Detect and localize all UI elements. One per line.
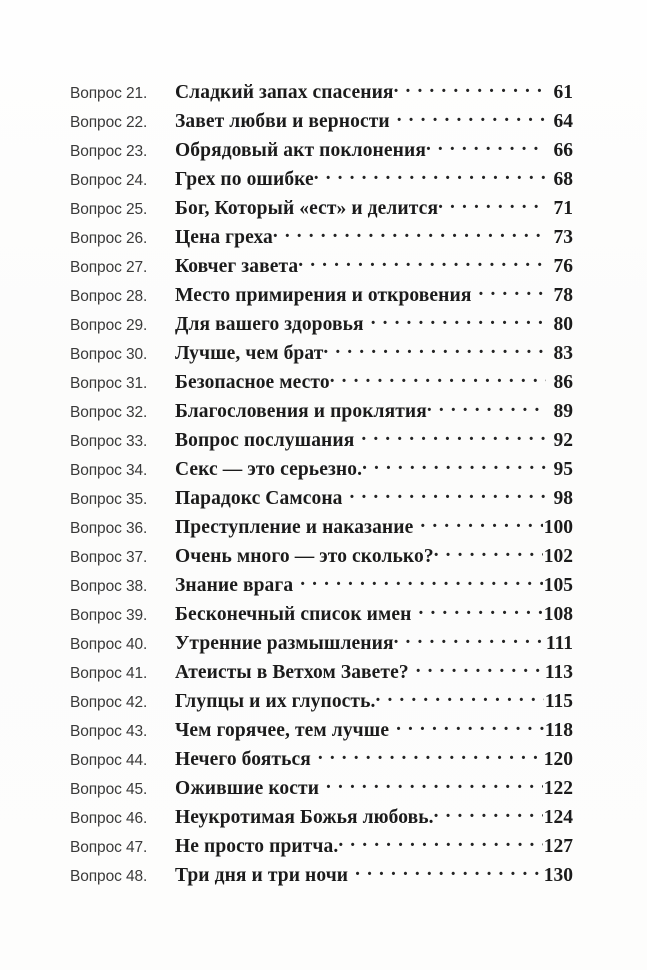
toc-entry-body <box>175 662 573 683</box>
toc-entry-title[interactable]: Благословения и проклятия <box>175 401 427 422</box>
toc-entry-label: Вопрос 43. <box>70 723 148 740</box>
toc-entry[interactable] <box>70 111 573 140</box>
toc-entry-page-number[interactable]: 95 <box>553 459 573 480</box>
toc-entry-title[interactable]: Бог, Который «ест» и делится <box>175 198 439 219</box>
toc-entry-title[interactable]: Вопрос послушания <box>175 430 355 451</box>
toc-entry-page-number[interactable]: 89 <box>553 401 573 422</box>
dot-leader <box>434 807 543 823</box>
toc-entry-page-number[interactable]: 73 <box>553 227 573 248</box>
toc-entry[interactable] <box>70 778 573 807</box>
dot-leader <box>300 575 543 591</box>
dot-leader <box>394 633 545 649</box>
toc-entry-page-number[interactable]: 100 <box>543 517 573 538</box>
toc-entry-label: Вопрос 33. <box>70 433 148 450</box>
dot-leader <box>438 198 546 214</box>
toc-entry-label: Вопрос 38. <box>70 578 148 595</box>
toc-entry-page-number[interactable]: 108 <box>543 604 573 625</box>
toc-entry[interactable] <box>70 865 573 894</box>
dot-leader <box>362 459 546 475</box>
toc-entry-title[interactable]: Ожившие кости <box>175 778 320 799</box>
toc-entry-title[interactable]: Сладкий запах спасения <box>175 82 394 103</box>
toc-entry-label: Вопрос 26. <box>70 230 148 247</box>
toc-entry-label: Вопрос 30. <box>70 346 148 363</box>
toc-entry-body <box>175 459 573 480</box>
toc-entry[interactable] <box>70 227 573 256</box>
toc-entry-label: Вопрос 42. <box>70 694 148 711</box>
toc-entry-page-number[interactable]: 76 <box>553 256 573 277</box>
toc-entry-label: Вопрос 32. <box>70 404 148 421</box>
dot-leader <box>350 488 546 504</box>
dot-leader <box>361 430 546 446</box>
toc-entry[interactable] <box>70 749 573 778</box>
toc-entry-body <box>175 372 573 393</box>
toc-entry-label: Вопрос 35. <box>70 491 148 508</box>
toc-entry-title[interactable]: Лучше, чем брат <box>175 343 324 364</box>
dot-leader <box>273 227 546 243</box>
toc-entry-title[interactable]: Глупцы и их глупость. <box>175 691 376 712</box>
dot-leader <box>396 720 544 736</box>
toc-entry-body <box>175 430 573 451</box>
toc-entry-title[interactable]: Место примирения и откровения <box>175 285 472 306</box>
toc-entry-title[interactable]: Цена греха <box>175 227 273 248</box>
toc-entry-page-number[interactable]: 64 <box>553 111 573 132</box>
toc-entry-label: Вопрос 22. <box>70 114 148 131</box>
toc-entry-label: Вопрос 41. <box>70 665 148 682</box>
toc-entry-page-number[interactable]: 92 <box>553 430 573 451</box>
toc-entry[interactable] <box>70 836 573 865</box>
toc-entry-body <box>175 140 573 161</box>
toc-entry[interactable] <box>70 720 573 749</box>
toc-entry-body <box>175 517 573 538</box>
toc-entry[interactable] <box>70 285 573 314</box>
toc-entry-page-number[interactable]: 122 <box>543 778 573 799</box>
toc-entry-title[interactable]: Бесконечный список имен <box>175 604 412 625</box>
toc-entry[interactable] <box>70 372 573 401</box>
toc-entry-body <box>175 111 573 132</box>
toc-entry-body <box>175 256 573 277</box>
toc-entry-body <box>175 169 573 190</box>
toc-entry[interactable] <box>70 459 573 488</box>
toc-entry-page-number[interactable]: 80 <box>553 314 573 335</box>
toc-entry[interactable] <box>70 256 573 285</box>
dot-leader <box>330 372 546 388</box>
toc-entry-body <box>175 836 573 857</box>
dot-leader <box>323 343 546 359</box>
toc-entry-body <box>175 314 573 335</box>
toc-entry-label: Вопрос 40. <box>70 636 148 653</box>
dot-leader <box>426 140 546 156</box>
toc-entry-body <box>175 401 573 422</box>
toc-entry-label: Вопрос 24. <box>70 172 148 189</box>
toc-entry[interactable] <box>70 517 573 546</box>
toc-entry[interactable] <box>70 140 573 169</box>
toc-entry-body <box>175 720 573 741</box>
toc-entry[interactable] <box>70 662 573 691</box>
toc-entry[interactable] <box>70 430 573 459</box>
toc-entry-title[interactable]: Безопасное место <box>175 372 330 393</box>
toc-entry-page-number[interactable]: 118 <box>544 720 573 741</box>
toc-entry-label: Вопрос 47. <box>70 839 148 856</box>
toc-entry-page-number[interactable]: 124 <box>543 807 573 828</box>
dot-leader <box>326 778 543 794</box>
toc-entry-label: Вопрос 27. <box>70 259 148 276</box>
toc-entry[interactable] <box>70 604 573 633</box>
toc-entry-label: Вопрос 44. <box>70 752 148 769</box>
toc-entry-label: Вопрос 37. <box>70 549 148 566</box>
toc-entry-label: Вопрос 29. <box>70 317 148 334</box>
toc-entry-body <box>175 343 573 364</box>
toc-entry[interactable] <box>70 488 573 517</box>
toc-entry-page-number[interactable]: 113 <box>544 662 573 683</box>
toc-entry-page-number[interactable]: 130 <box>543 865 573 886</box>
dot-leader <box>298 256 546 272</box>
toc-entry-title[interactable]: Атеисты в Ветхом Завете? <box>175 662 409 683</box>
toc-entry-body <box>175 604 573 625</box>
dot-leader <box>394 82 546 98</box>
toc-entry-page-number[interactable]: 71 <box>553 198 573 219</box>
toc-entry-body <box>175 575 573 596</box>
toc-entry[interactable] <box>70 546 573 575</box>
toc-entry-title[interactable]: Неукротимая Божья любовь. <box>175 807 434 828</box>
toc-entry-title[interactable]: Для вашего здоровья <box>175 314 364 335</box>
dot-leader <box>371 314 546 330</box>
table-of-contents-list <box>70 82 573 894</box>
toc-entry-label: Вопрос 36. <box>70 520 148 537</box>
toc-entry-label: Вопрос 48. <box>70 868 148 885</box>
dot-leader <box>318 749 543 765</box>
dot-leader <box>434 546 543 562</box>
toc-entry-body <box>175 198 573 219</box>
toc-entry-label: Вопрос 34. <box>70 462 148 479</box>
toc-entry-page-number[interactable]: 68 <box>553 169 573 190</box>
toc-entry-label: Вопрос 45. <box>70 781 148 798</box>
toc-entry-body <box>175 82 573 103</box>
toc-entry-page-number[interactable]: 102 <box>543 546 573 567</box>
toc-entry-page-number[interactable]: 86 <box>553 372 573 393</box>
toc-entry-page-number[interactable]: 127 <box>543 836 573 857</box>
toc-entry-page-number[interactable]: 78 <box>553 285 573 306</box>
toc-entry[interactable] <box>70 575 573 604</box>
dot-leader <box>397 111 546 127</box>
toc-entry[interactable] <box>70 691 573 720</box>
dot-leader <box>355 865 543 881</box>
toc-entry-title[interactable]: Знание врага <box>175 575 294 596</box>
toc-entry-page-number[interactable]: 105 <box>543 575 573 596</box>
toc-entry-body <box>175 778 573 799</box>
toc-entry-label: Вопрос 28. <box>70 288 148 305</box>
toc-entry-body <box>175 546 573 567</box>
toc-entry-body <box>175 691 573 712</box>
toc-entry[interactable] <box>70 343 573 372</box>
toc-entry-label: Вопрос 46. <box>70 810 148 827</box>
toc-entry-label: Вопрос 25. <box>70 201 148 218</box>
toc-entry-label: Вопрос 31. <box>70 375 148 392</box>
toc-entry[interactable] <box>70 633 573 662</box>
toc-entry-page-number[interactable]: 111 <box>545 633 573 654</box>
toc-entry-label: Вопрос 21. <box>70 85 148 102</box>
toc-entry-page-number[interactable]: 115 <box>544 691 573 712</box>
toc-entry-body <box>175 227 573 248</box>
toc-entry-title[interactable]: Ковчег завета <box>175 256 299 277</box>
toc-entry-page-number[interactable]: 83 <box>553 343 573 364</box>
toc-entry[interactable] <box>70 198 573 227</box>
toc-entry-title[interactable]: Обрядовый акт поклонения <box>175 140 426 161</box>
toc-entry[interactable] <box>70 807 573 836</box>
dot-leader <box>338 836 542 852</box>
toc-entry-body <box>175 807 573 828</box>
toc-entry[interactable] <box>70 82 573 111</box>
toc-entry-title[interactable]: Грех по ошибке <box>175 169 314 190</box>
toc-entry-title[interactable]: Секс — это серьезно. <box>175 459 363 480</box>
toc-entry-page-number[interactable]: 120 <box>543 749 573 770</box>
toc-entry-body <box>175 488 573 509</box>
toc-entry[interactable] <box>70 169 573 198</box>
toc-entry-title[interactable]: Нечего бояться <box>175 749 311 770</box>
toc-entry-title[interactable]: Очень много — это сколько? <box>175 546 434 567</box>
toc-entry-page-number[interactable]: 61 <box>553 82 573 103</box>
toc-entry-body <box>175 865 573 886</box>
dot-leader <box>427 401 546 417</box>
toc-entry-body <box>175 749 573 770</box>
toc-entry-title[interactable]: Не просто притча. <box>175 836 339 857</box>
toc-entry-title[interactable]: Чем горячее, тем лучше <box>175 720 390 741</box>
toc-entry-title[interactable]: Завет любви и верности <box>175 111 390 132</box>
toc-entry-title[interactable]: Три дня и три ночи <box>175 865 349 886</box>
dot-leader <box>314 169 546 185</box>
dot-leader <box>419 604 543 620</box>
toc-entry[interactable] <box>70 401 573 430</box>
toc-entry-body <box>175 633 573 654</box>
toc-entry-label: Вопрос 39. <box>70 607 148 624</box>
toc-entry-title[interactable]: Утренние размышления <box>175 633 394 654</box>
dot-leader <box>376 691 544 707</box>
toc-entry-title[interactable]: Парадокс Самсона <box>175 488 343 509</box>
toc-entry-page-number[interactable]: 66 <box>553 140 573 161</box>
toc-entry-title[interactable]: Преступление и наказание <box>175 517 414 538</box>
dot-leader <box>420 517 542 533</box>
toc-entry[interactable] <box>70 314 573 343</box>
toc-entry-page-number[interactable]: 98 <box>553 488 573 509</box>
dot-leader <box>416 662 544 678</box>
toc-entry-body <box>175 285 573 306</box>
toc-entry-label: Вопрос 23. <box>70 143 148 160</box>
dot-leader <box>479 285 546 301</box>
